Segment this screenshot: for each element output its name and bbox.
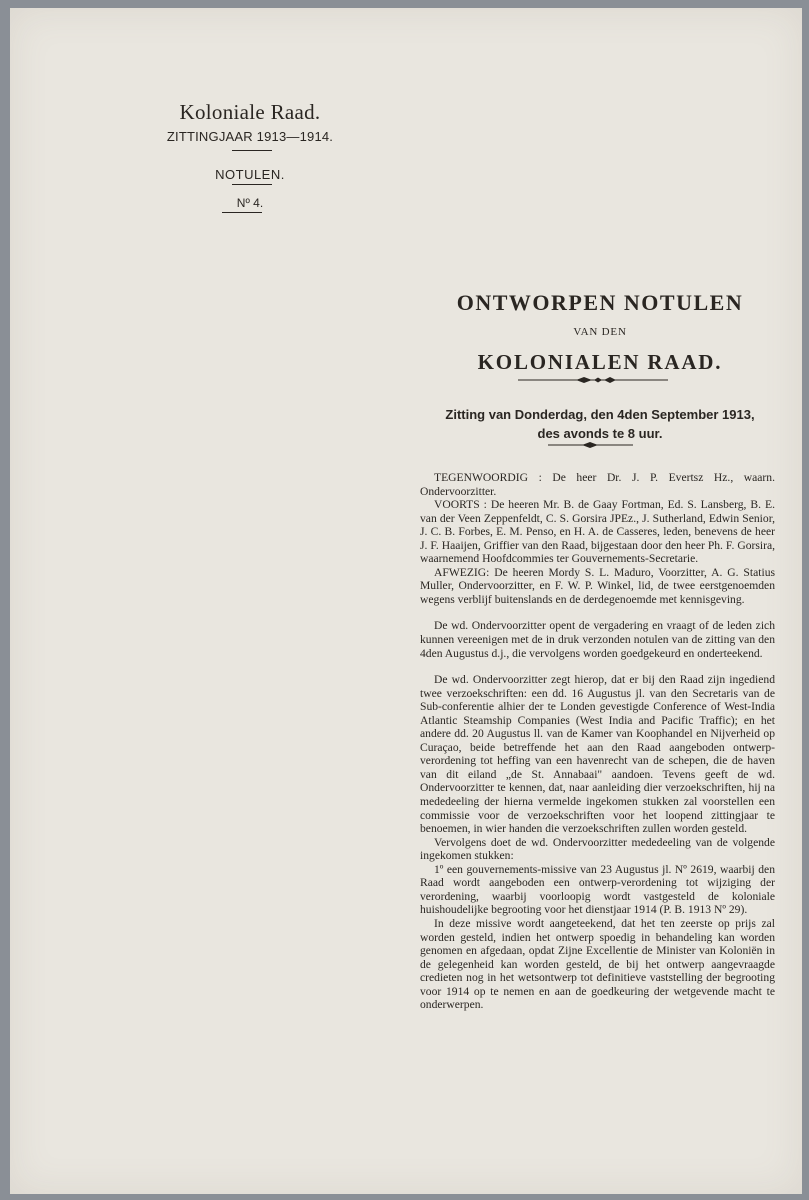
ornament-divider	[518, 375, 668, 385]
ornament-divider-small	[548, 440, 633, 450]
session-date	[410, 405, 790, 443]
council-name: KOLONIALEN RAAD.	[477, 350, 723, 374]
divider	[222, 212, 262, 213]
attendance-also: VOORTS : De heeren Mr. B. de Gaay Fortman, Ed. S. Lansberg, B. E. van der Veen Zeppenfeldt, C. S. Gorsira JPEz., J. Sutherland, Edwin Senior, J. C. B. Forbes, E. M. Penso, en H. A. de Casseres, leden, benevens de heer J. F. Haaijen, Griffier van den Raad, bijgestaan door den heer Ph. F. Gorsira, waarnemend Hoofdcommies ter Gouvernements-Secretarie.	[420, 498, 775, 566]
session-date-line2: des avonds te 8 uur.	[537, 426, 663, 441]
minutes-body	[420, 471, 775, 1012]
divider	[232, 184, 272, 185]
paragraph-missive: 1º een gouvernements-missive van 23 Augustus jl. Nº 2619, waarbij den Raad wordt aangeboden een ontwerp-verordening tot wijziging der verordening, waarbij voorloopig wordt vastgesteld de koloniale huishoudelijke begrooting voor het dienstjaar 1914 (P. B. 1913 Nº 29).	[420, 862, 775, 917]
session-year: ZITTINGJAAR 1913—1914.	[166, 129, 334, 144]
document-page	[10, 8, 802, 1194]
council-title: Koloniale Raad.	[179, 100, 321, 124]
document-number: Nº 4.	[236, 196, 264, 210]
paragraph-petitions: De wd. Ondervoorzitter zegt hierop, dat er bij den Raad zijn ingediend twee verzoekschriften: een dd. 16 Augustus jl. van den Secretaris van de Sub-conferentie alhier der te Londen gevestigde Conference of West-India Atlantic Steamship Companies (West India and Pacific Traffic); en het andere dd. 20 Augustus ll. van de Kamer van Koophandel en Nijverheid op Curaçao, beide betreffende het aan den Raad aangeboden ontwerp-verordening tot heffing van een havenrecht van de schepen, die de haven van dit eiland „de St. Annabaai" aandoen. Tevens geeft de wd. Ondervoorzitter te kennen, dat, naar aanleiding dier verzoekschriften, hij na mededeeling der hierna vermelde ingekomen stukken zal voorstellen een commissie voor de verzoekschriften voor het loopend zittingjaar te benoemen, in wier handen die verzoekschriften zullen worden gesteld.	[420, 673, 775, 836]
attendance-present: TEGENWOORDIG : De heer Dr. J. P. Evertsz Hz., waarn. Ondervoorzitter.	[420, 471, 775, 498]
notulen-label: NOTULEN.	[215, 167, 285, 182]
divider	[232, 150, 272, 151]
paragraph-opening: De wd. Ondervoorzitter opent de vergadering en vraagt of de leden zich kunnen vereenigen met de in druk verzonden notulen van de zitting van den 4den Augustus d.j., die vervolgens worden goedgekeurd en onderteekend.	[420, 619, 775, 660]
session-date-line1: Zitting van Donderdag, den 4den September 1913,	[445, 407, 755, 422]
van-den-label: VAN DEN	[573, 326, 627, 338]
document-title: ONTWORPEN NOTULEN	[456, 290, 744, 315]
attendance-absent: AFWEZIG: De heeren Mordy S. L. Maduro, Voorzitter, A. G. Statius Muller, Ondervoorzitter, en F. W. P. Winkel, lid, de twee eerstgenoemden wegens verblijf buitenslands en de derdegenoemde met kennisgeving.	[420, 565, 775, 606]
paragraph-missive-note: In deze missive wordt aangeteekend, dat het ten zeerste op prijs zal worden gesteld, indien het ontwerp spoedig in behandeling kan worden genomen en afgedaan, opdat Zijne Excellentie de Minister van Koloniën in de gelegenheid kan worden gesteld, de bij het ontwerp aangevraagde credieten nog in het wetsontwerp tot definitieve vaststelling der begrooting voor 1914 op te nemen en aan de goedkeuring der wetgevende macht te onderwerpen.	[420, 916, 775, 1012]
paragraph-incoming: Vervolgens doet de wd. Ondervoorzitter mededeeling van de volgende ingekomen stukken:	[420, 835, 775, 863]
